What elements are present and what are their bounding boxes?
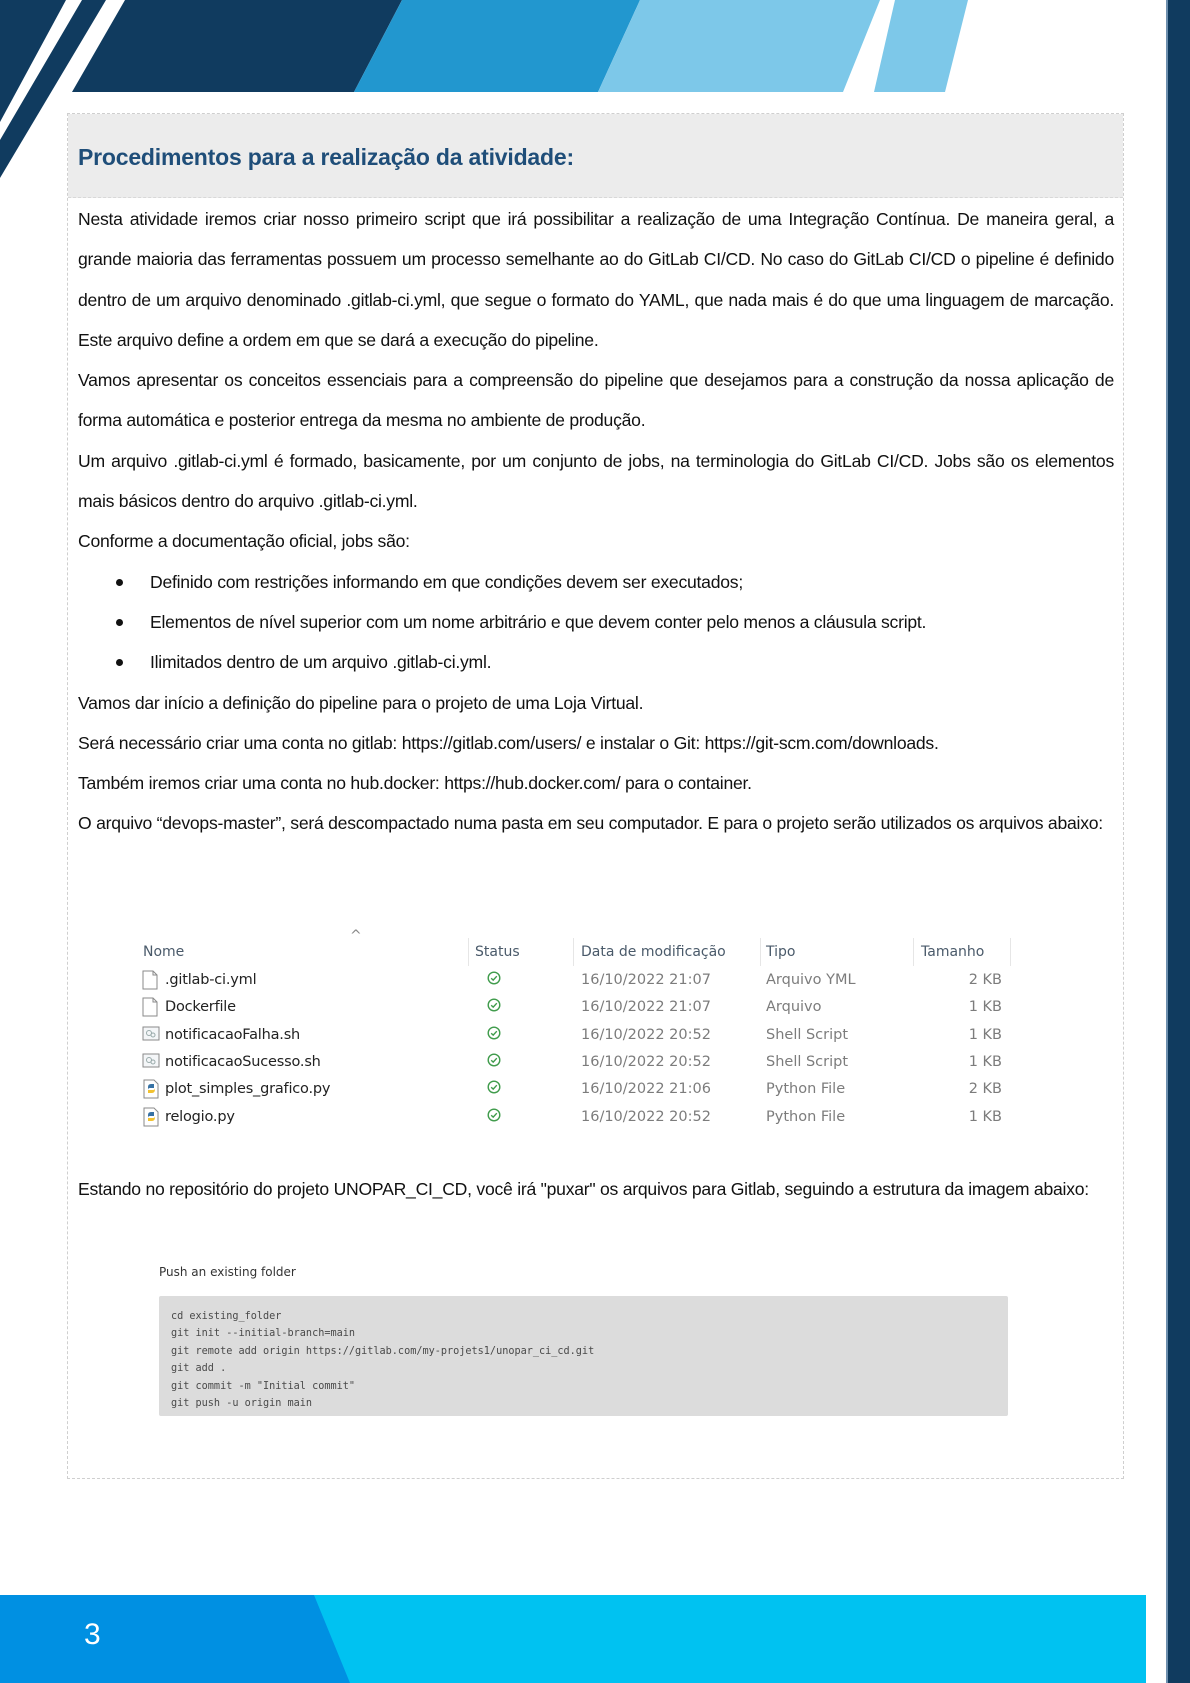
file-row[interactable] [120, 1023, 1020, 1050]
header-band-light-blue-small [874, 0, 968, 92]
bullet-icon [116, 659, 123, 666]
paragraph-loja-virtual: Vamos dar início a definição do pipeline para o projeto de uma Loja Virtual. [78, 692, 644, 713]
bullet-text: Definido com restrições informando em que condições devem ser executados; [150, 571, 743, 592]
file-type: Arquivo YML [766, 972, 856, 988]
code-line: git push -u origin main [171, 1398, 313, 1410]
sync-status-check-icon [487, 971, 501, 985]
header-band-light-blue [598, 0, 880, 92]
file-name: .gitlab-ci.yml [165, 972, 257, 988]
jobs-bullet-list [78, 562, 1114, 683]
file-row[interactable] [120, 995, 1020, 1022]
code-line: git remote add origin https://gitlab.com/my-projets1/unopar_ci_cd.git [171, 1345, 595, 1357]
file-size: 1 KB [968, 1053, 1002, 1070]
file-modified-date: 16/10/2022 20:52 [581, 1108, 711, 1125]
header-band-mid-blue [354, 0, 640, 92]
code-line: cd existing_folder [171, 1311, 282, 1322]
file-size: 1 KB [968, 999, 1002, 1016]
bullet-icon [116, 579, 123, 586]
column-header-modified: Data de modificação [581, 944, 726, 960]
git-commands [159, 1296, 1008, 1412]
bullet-item [78, 642, 1114, 682]
column-separator [913, 938, 914, 966]
footer-band [0, 1595, 1146, 1683]
column-separator [468, 938, 469, 966]
column-separator [1010, 938, 1011, 966]
column-separator [760, 938, 761, 966]
bullet-text: Ilimitados dentro de um arquivo .gitlab-ci.yml. [150, 652, 492, 673]
file-size: 1 KB [968, 1108, 1002, 1125]
code-line: git add . [171, 1363, 227, 1375]
file-size: 1 KB [968, 1026, 1002, 1043]
paragraph-gitlab-file: Um arquivo .gitlab-ci.yml é formado, basicamente, por um conjunto de jobs, na terminologia do GitLab CI/CD. Jobs são os elementos mais básicos dentro do arquivo .gitlab-ci.yml. [78, 450, 1114, 512]
file-row[interactable] [120, 1050, 1020, 1077]
paragraph-concepts: Vamos apresentar os conceitos essenciais para a compreensão do pipeline que desejamos para a construção da nossa aplicação de forma automática e posterior entrega da mesma no ambiente de produção. [78, 370, 1114, 431]
bullet-item [78, 602, 1114, 642]
file-explorer-image [120, 924, 1030, 1164]
file-row[interactable] [120, 968, 1020, 995]
sync-status-check-icon [487, 1053, 501, 1067]
file-modified-date: 16/10/2022 21:07 [581, 972, 711, 988]
blank-file-icon [142, 997, 158, 1017]
bullet-icon [116, 619, 123, 626]
shell-script-icon [142, 1052, 158, 1072]
sort-ascending-icon: ^ [350, 928, 362, 944]
paragraph-gitlab-account: Será necessário criar uma conta no gitlab: https://gitlab.com/users/ e instalar o Git: https://git-scm.com/downloads. [78, 732, 939, 753]
code-line: git init --initial-branch=main [171, 1328, 356, 1340]
paragraph-repo: Estando no repositório do projeto UNOPAR_CI_CD, você irá "puxar" os arquivos para Gitlab, seguindo a estrutura da imagem abaixo: [78, 1179, 1089, 1199]
file-type: Arquivo [766, 999, 822, 1016]
footer-band-blue [0, 1595, 350, 1683]
column-header-status: Status [475, 944, 520, 960]
file-type: Shell Script [766, 1053, 849, 1070]
header-band-navy [72, 0, 402, 92]
sync-status-check-icon [487, 1108, 501, 1122]
file-type: Python File [766, 1108, 846, 1125]
file-name: relogio.py [165, 1108, 235, 1125]
file-row[interactable] [120, 1077, 1020, 1104]
paragraph-devops-master: O arquivo “devops-master”, será descompactado numa pasta em seu computador. E para o projeto serão utilizados os arquivos abaixo: [78, 813, 1103, 834]
file-size: 2 KB [968, 1081, 1002, 1098]
python-file-icon [142, 1107, 158, 1127]
paragraph-jobs-intro: Conforme a documentação oficial, jobs são: [78, 531, 410, 552]
python-file-icon [142, 1079, 158, 1099]
page-title: Procedimentos para a realização da atividade: [78, 144, 574, 170]
sync-status-check-icon [487, 1026, 501, 1040]
right-edge-bar [1168, 0, 1190, 1683]
body-text [78, 199, 1114, 844]
file-modified-date: 16/10/2022 20:52 [581, 1053, 711, 1070]
file-name: Dockerfile [165, 999, 236, 1016]
code-line: git commit -m "Initial commit" [171, 1380, 356, 1392]
content-box [67, 113, 1124, 1479]
column-separator [573, 938, 574, 966]
paragraph-docker-account: Também iremos criar uma conta no hub.docker: https://hub.docker.com/ para o container. [78, 773, 752, 794]
file-row[interactable] [120, 1105, 1020, 1132]
file-modified-date: 16/10/2022 21:07 [581, 999, 711, 1016]
sync-status-check-icon [487, 998, 501, 1012]
bullet-text: Elementos de nível superior com um nome arbitrário e que devem conter pelo menos a cláusula script. [150, 611, 927, 632]
paragraph-intro: Nesta atividade iremos criar nosso primeiro script que irá possibilitar a realização de uma Integração Contínua. De maneira geral, a grande maioria das ferramentas possuem um processo semelhante ao do GitLab CI/CD. No caso do GitLab CI/CD o pipeline é definido dentro de um arquivo denominado .gitlab-ci.yml, que segue o formato do YAML, que nada mais é do que uma linguagem de marcação. Este arquivo define a ordem em que se dará a execução do pipeline. [78, 209, 1114, 350]
column-header-type: Tipo [766, 944, 796, 960]
page-number: 3 [84, 1618, 101, 1651]
file-name: notificacaoSucesso.sh [165, 1053, 321, 1070]
git-commands-block [159, 1296, 1008, 1416]
file-modified-date: 16/10/2022 20:52 [581, 1026, 711, 1043]
file-type: Python File [766, 1081, 846, 1098]
file-modified-date: 16/10/2022 21:06 [581, 1081, 711, 1098]
file-type: Shell Script [766, 1026, 849, 1043]
shell-script-icon [142, 1025, 158, 1045]
push-folder-label: Push an existing folder [159, 1265, 296, 1279]
title-band [68, 114, 1123, 198]
file-size: 2 KB [968, 972, 1002, 988]
bullet-item [78, 562, 1114, 602]
column-header-size: Tamanho [921, 944, 985, 960]
blank-file-icon [142, 970, 158, 990]
file-name: plot_simples_grafico.py [165, 1081, 331, 1098]
column-header-name: Nome [143, 944, 185, 960]
sync-status-check-icon [487, 1080, 501, 1094]
file-name: notificacaoFalha.sh [165, 1026, 301, 1043]
